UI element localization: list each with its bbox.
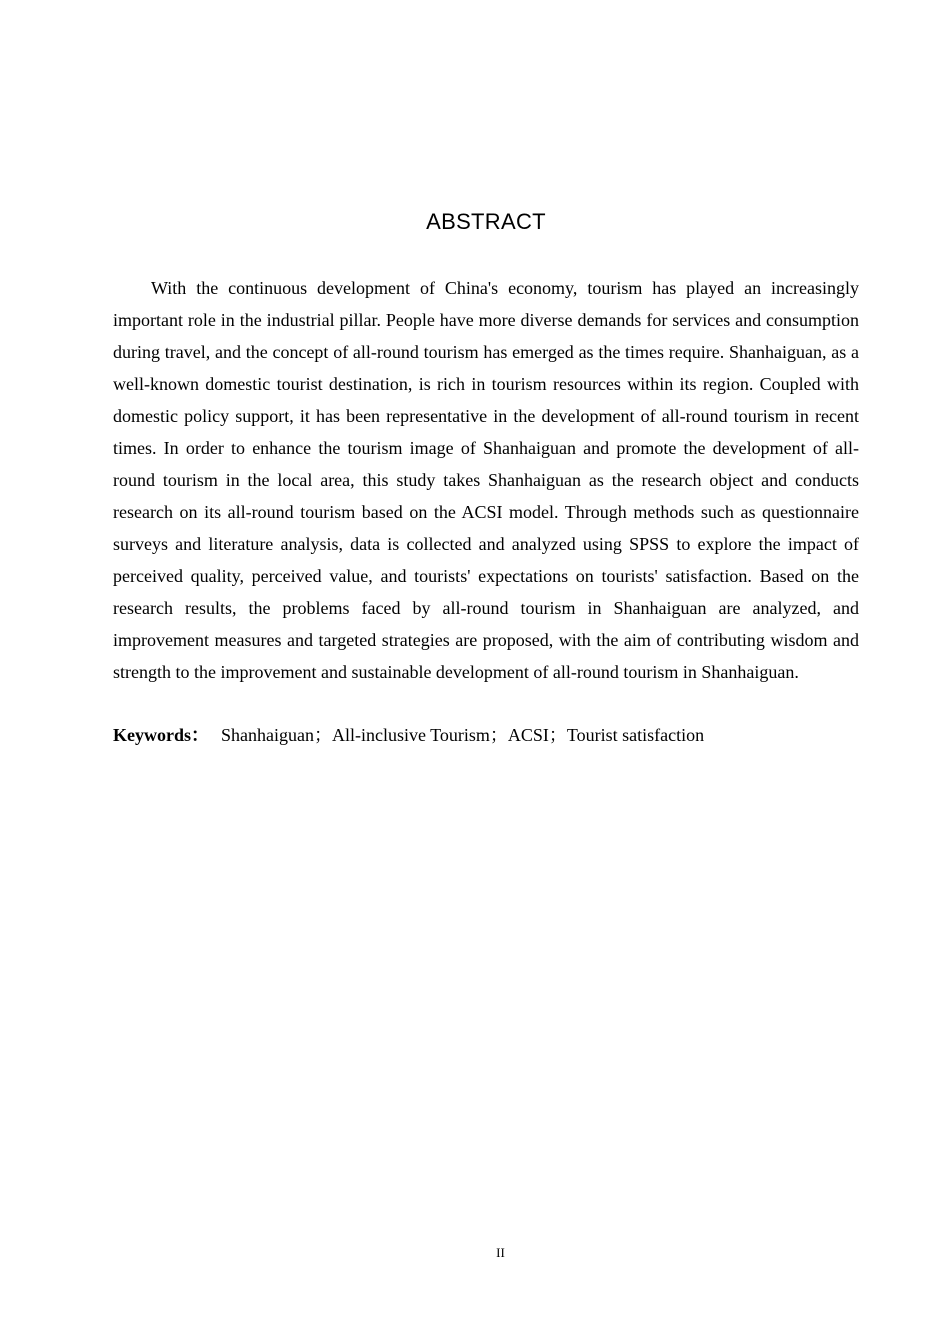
- keywords-text: Shanhaiguan；All-inclusive Tourism；ACSI；Tourist satisfaction: [221, 725, 705, 745]
- abstract-title: ABSTRACT: [426, 209, 546, 234]
- keywords-label: Keywords：: [113, 725, 209, 745]
- page-number: II: [496, 1245, 505, 1260]
- abstract-paragraph: With the continuous development of China's economy, tourism has played an increasingly important role in the industrial pillar. People have more diverse demands for services and consumption during travel, and the concept of all-round tourism has emerged as the times require. Shanhaiguan, as a well-known domestic tourist destination, is rich in tourism resources within its region. Coupled with domestic policy support, it has been representative in the development of all-round tourism in recent times. In order to enhance the tourism image of Shanhaiguan and promote the development of all-round tourism in the local area, this study takes Shanhaiguan as the research object and conducts research on its all-round tourism based on the ACSI model. Through methods such as questionnaire surveys and literature analysis, data is collected and analyzed using SPSS to explore the impact of perceived quality, perceived value, and tourists' expectations on tourists' satisfaction. Based on the research results, the problems faced by all-round tourism in Shanhaiguan are analyzed, and improvement measures and targeted strategies are proposed, with the aim of contributing wisdom and strength to the improvement and sustainable development of all-round tourism in Shanhaiguan.: [113, 278, 859, 682]
- keywords-line: [113, 719, 859, 751]
